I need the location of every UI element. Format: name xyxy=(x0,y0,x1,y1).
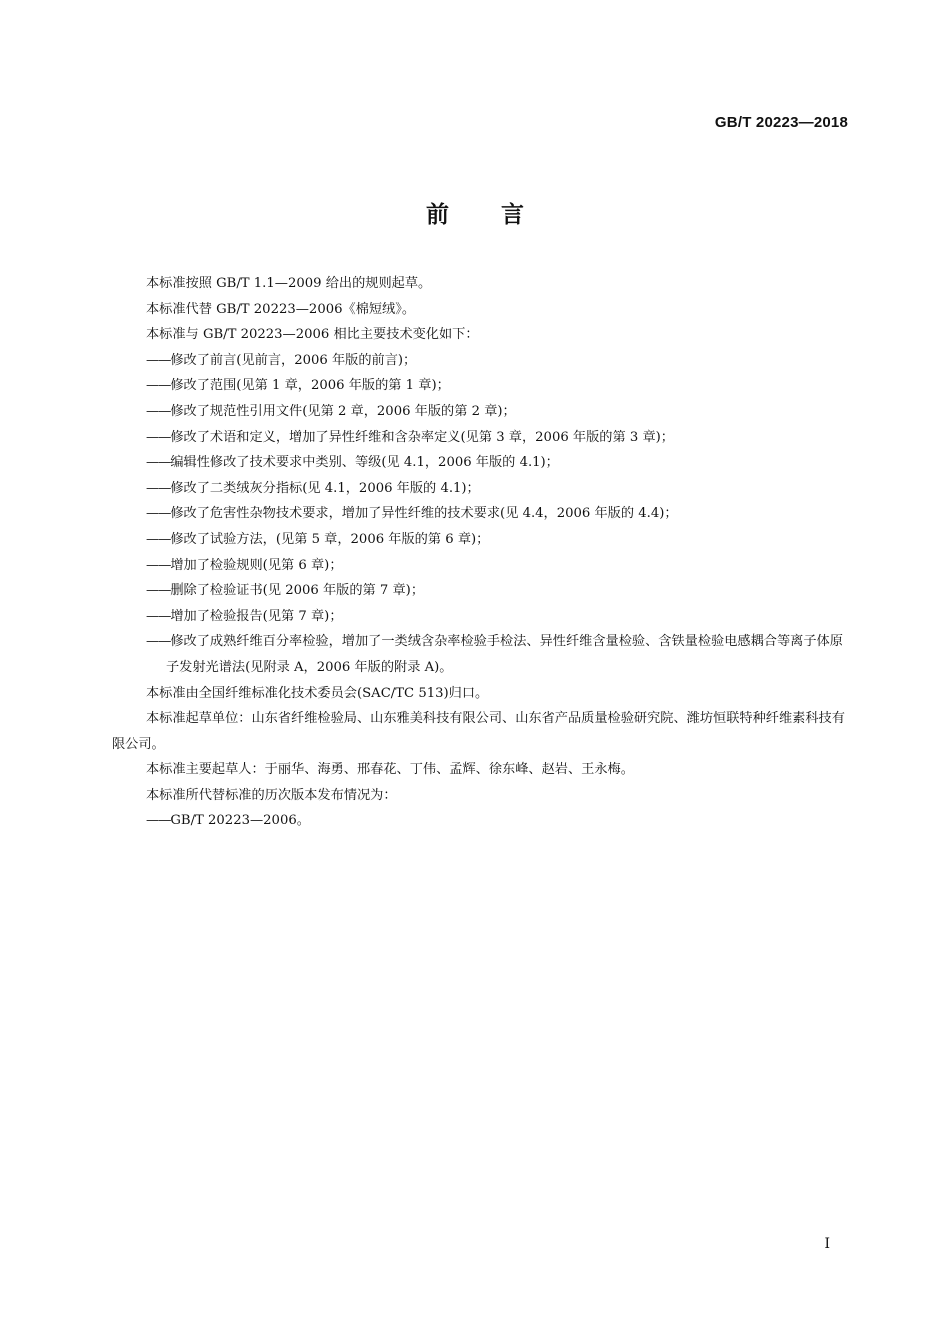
history-item: ——GB/T 20223—2006。 xyxy=(146,813,310,829)
paragraph-history-intro: 本标准所代替标准的历次版本发布情况为： xyxy=(146,787,397,803)
list-item: ——修改了危害性杂物技术要求，增加了异性纤维的技术要求(见 4.4，2006 年版的 4.4)； xyxy=(146,506,678,522)
list-item: ——修改了试验方法，(见第 5 章，2006 年版的第 6 章)； xyxy=(146,531,490,547)
paragraph-technical-committee: 本标准由全国纤维标准化技术委员会(SAC/TC 513)归口。 xyxy=(146,685,489,701)
list-item: ——增加了检验规则(见第 6 章)； xyxy=(146,557,343,573)
list-item: ——修改了范围(见第 1 章，2006 年版的第 1 章)； xyxy=(146,378,450,394)
list-item: ——修改了术语和定义，增加了异性纤维和含杂率定义(见第 3 章，2006 年版的第 3 章)； xyxy=(146,429,674,445)
list-item: ——修改了二类绒灰分指标(见 4.1，2006 年版的 4.1)； xyxy=(146,480,480,496)
list-item: ——修改了规范性引用文件(见第 2 章，2006 年版的第 2 章)； xyxy=(146,403,516,419)
paragraph-changes-intro: 本标准与 GB/T 20223—2006 相比主要技术变化如下： xyxy=(146,327,479,343)
list-item: ——修改了成熟纤维百分率检验，增加了一类绒含杂率检验手检法、异性纤维含量检验、含铁量检验电感耦合等离子体原子发射光谱法(见附录 A，2006 年版的附录 A)。 xyxy=(146,634,843,675)
title-char: 前 xyxy=(426,202,449,228)
changes-list xyxy=(112,348,850,681)
standard-code: GB/T 20223—2018 xyxy=(714,114,848,131)
page-number: I xyxy=(824,1236,830,1252)
title-char: 言 xyxy=(501,202,524,228)
paragraph-drafting-units: 本标准起草单位：山东省纤维检验局、山东雅美科技有限公司、山东省产品质量检验研究院、潍坊恒联特种纤维素科技有限公司。 xyxy=(112,711,845,752)
list-item: ——增加了检验报告(见第 7 章)； xyxy=(146,608,343,624)
list-item: ——编辑性修改了技术要求中类别、等级(见 4.1，2006 年版的 4.1)； xyxy=(146,455,559,471)
list-item: ——删除了检验证书(见 2006 年版的第 7 章)； xyxy=(146,583,425,599)
foreword-body xyxy=(112,271,850,834)
page-title xyxy=(0,196,950,229)
paragraph-drafting-rules: 本标准按照 GB/T 1.1—2009 给出的规则起草。 xyxy=(146,276,432,291)
list-item: ——修改了前言(见前言，2006 年版的前言)； xyxy=(146,352,417,368)
paragraph-drafters: 本标准主要起草人：于丽华、海勇、邢春花、丁伟、孟辉、徐东峰、赵岩、王永梅。 xyxy=(146,762,634,778)
paragraph-replaces: 本标准代替 GB/T 20223—2006《棉短绒》。 xyxy=(146,301,416,317)
